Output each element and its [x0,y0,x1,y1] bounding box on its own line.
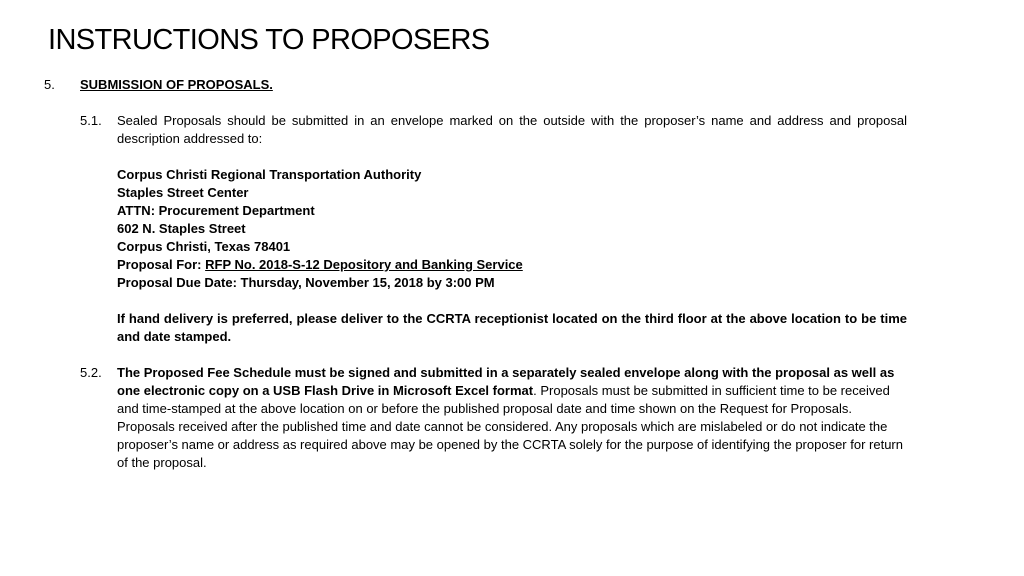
page-title: INSTRUCTIONS TO PROPOSERS [48,24,490,56]
address-block [117,166,907,292]
section-number: 5. [44,77,55,92]
address-attention: ATTN: Procurement Department [117,203,315,218]
proposal-due-date: Proposal Due Date: Thursday, November 15, 2018 by 3:00 PM [117,275,495,290]
item-5-1-number: 5.1. [80,113,102,128]
item-5-2-number: 5.2. [80,365,102,380]
address-city: Corpus Christi, Texas 78401 [117,239,291,254]
item-5-2-body [117,364,907,472]
section-heading: SUBMISSION OF PROPOSALS. [80,77,273,92]
hand-delivery-note: If hand delivery is preferred, please deliver to the CCRTA receptionist located on the third floor at the above location to be time and date stamped. [117,311,907,344]
address-street: 602 N. Staples Street [117,221,246,236]
fee-schedule-requirement: The Proposed Fee Schedule must be signed and submitted in a separately sealed envelope along with the proposal as well as one electronic copy on a USB Flash Drive in Microsoft Excel format [117,365,895,398]
submission-timing-text: . Proposals must be submitted in sufficient time to be received and time-stamped at the above location on or before the published proposal date and time shown on the Request for Proposals. Proposals received after the published time and date cannot be considered. Any proposals which are mislabeled or do not indicate the proposer’s name or address as required above may be opened by the CCRTA solely for the purpose of identifying the proposer for return of the proposal. [117,383,903,470]
item-5-1-intro: Sealed Proposals should be submitted in an envelope marked on the outside with the proposer’s name and address and proposal description addressed to: [117,113,907,146]
address-building: Staples Street Center [117,185,249,200]
proposal-for-line [117,256,907,274]
proposal-for-label: Proposal For: [117,257,206,272]
proposal-for-value: RFP No. 2018-S-12 Depository and Banking Service [205,257,523,272]
address-organization: Corpus Christi Regional Transportation Authority [117,167,422,182]
